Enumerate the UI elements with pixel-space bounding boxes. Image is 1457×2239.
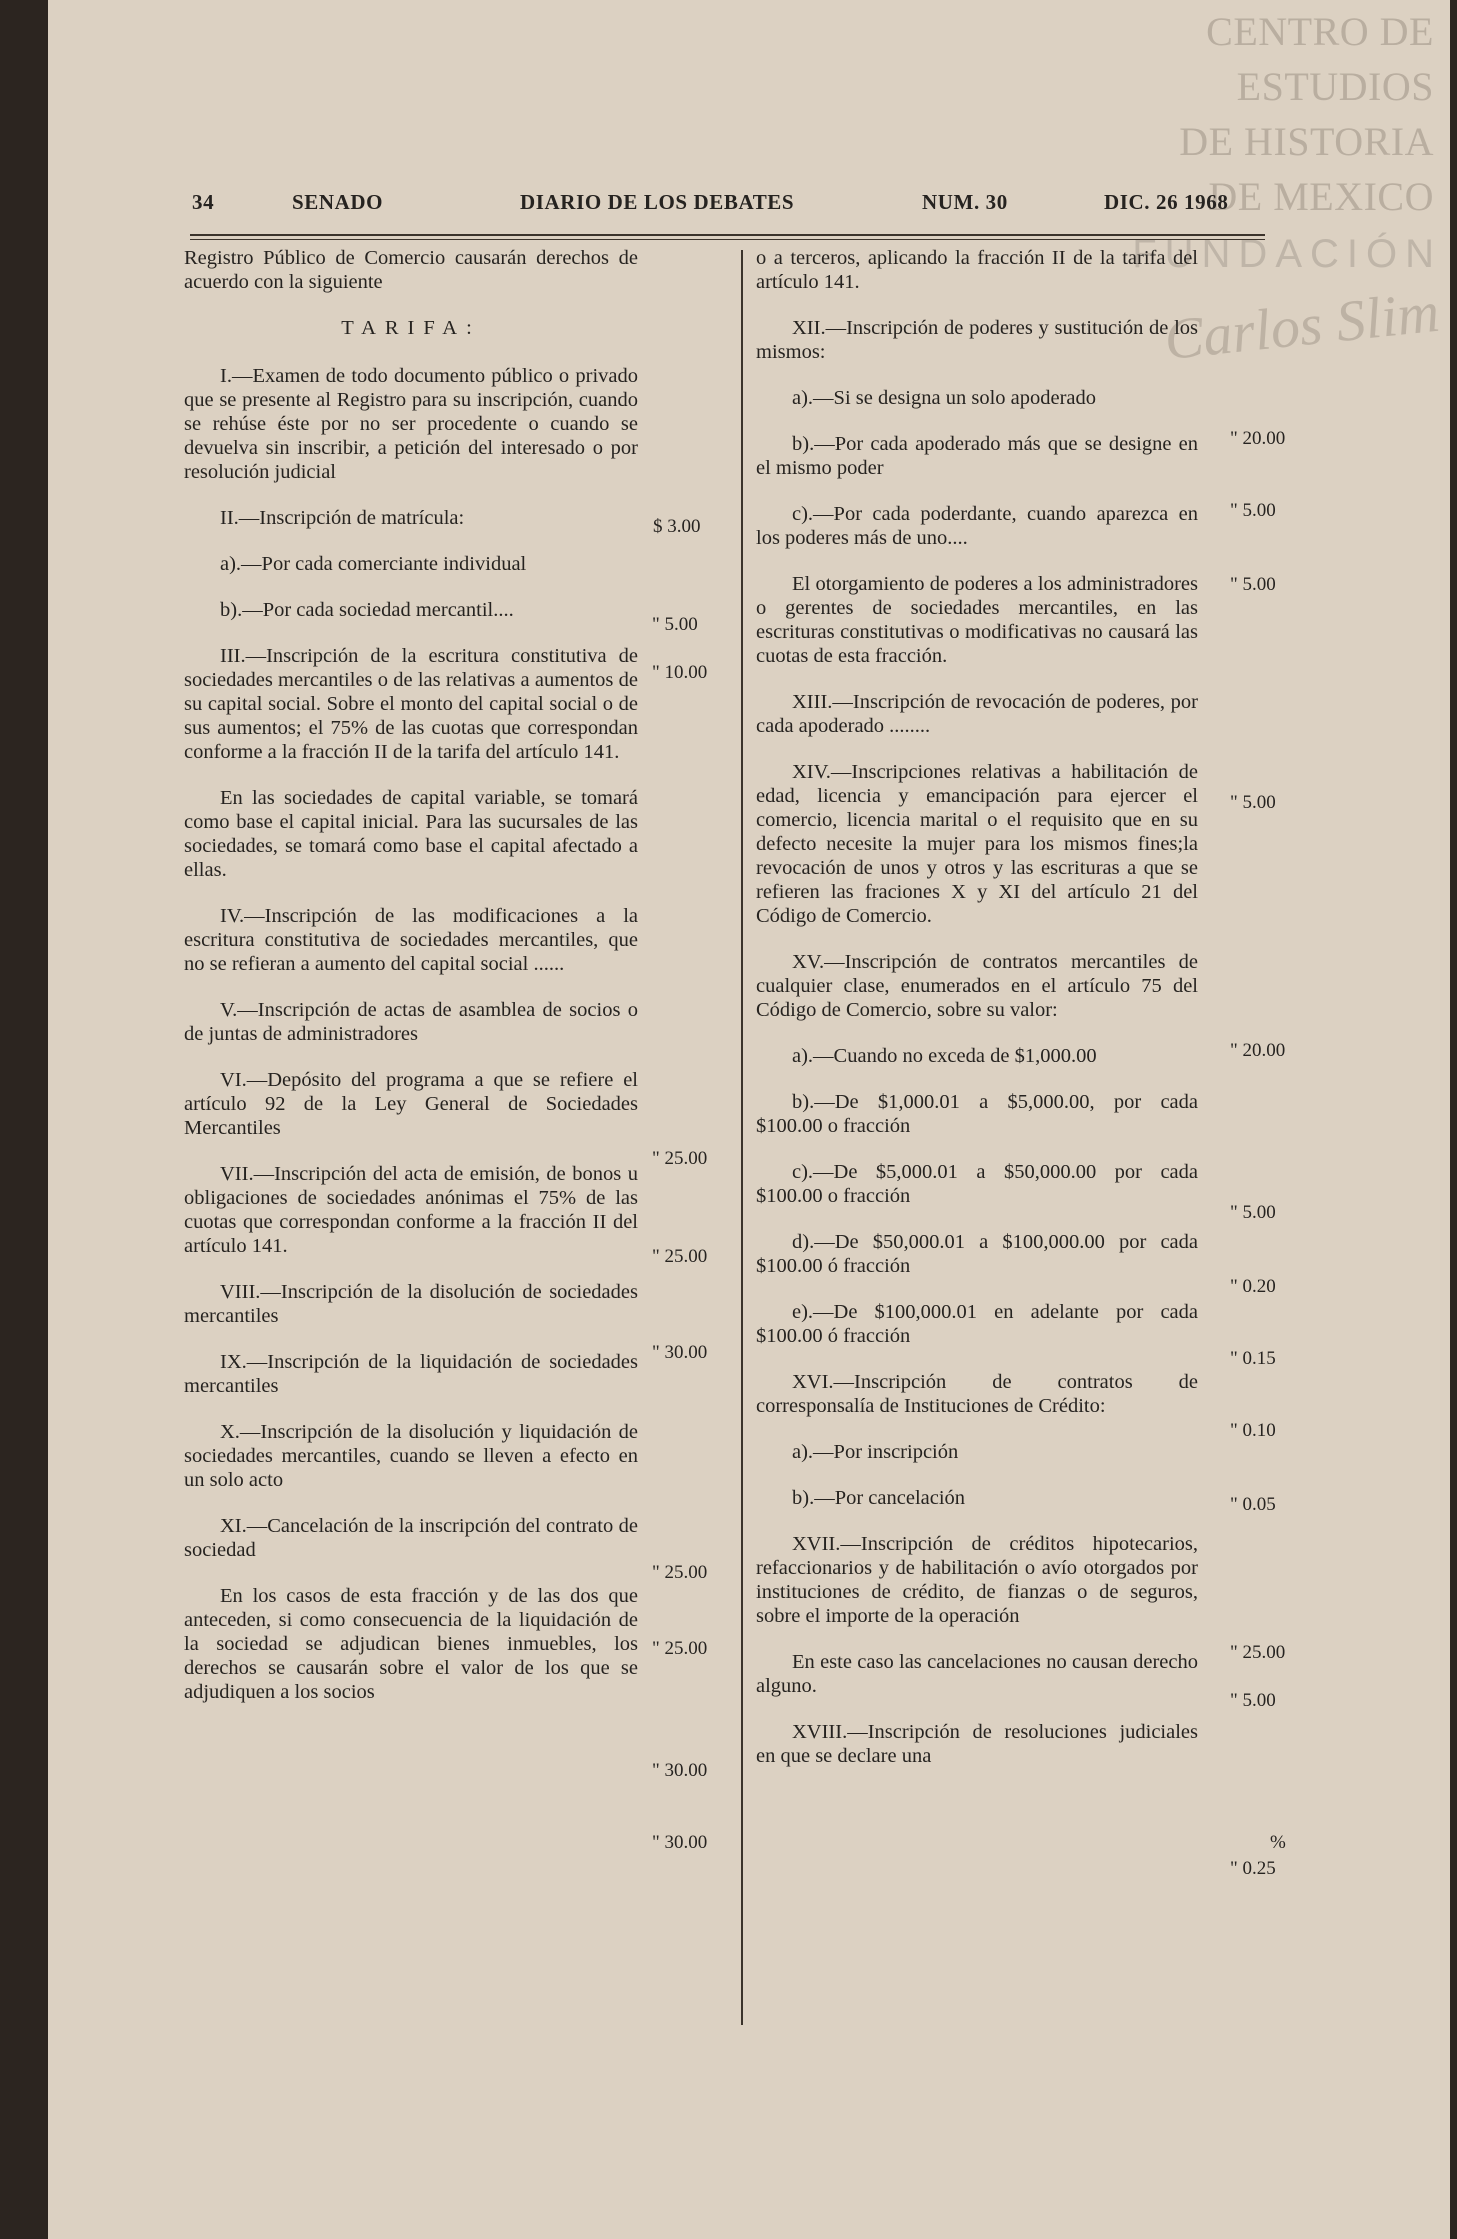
item-iii: III.—Inscripción de la escritura constitutiva de sociedades mercantiles o de las relativas a aumentos de su capital social. Sobre el monto del capital social o de sus aumentos; el 75% de las cuotas que correspondan conforme a la fracción II de la tarifa del artículo 141. bbox=[184, 645, 638, 763]
item-xv-e: e).—De $100,000.01 en adelante por cada $100.00 ó fracción bbox=[756, 1301, 1198, 1347]
paragraph: Registro Público de Comercio causarán derechos de acuerdo con la siguiente bbox=[184, 247, 638, 293]
item-xv-c: c).—De $5,000.01 a $50,000.00 por cada $100.00 o fracción bbox=[756, 1161, 1198, 1207]
item-xviii: XVIII.—Inscripción de resoluciones judiciales en que se declare una bbox=[756, 1721, 1198, 1767]
item-xii: XII.—Inscripción de poderes y sustitución de los mismos: bbox=[756, 317, 1198, 363]
item-xii-c: c).—Por cada poderdante, cuando aparezca en los poderes más de uno.... bbox=[756, 503, 1198, 549]
paragraph: o a terceros, aplicando la fracción II de la tarifa del artículo 141. bbox=[756, 247, 1198, 293]
amount-ii-a: " 5.00 bbox=[652, 614, 698, 635]
amount-xv-c: " 0.15 bbox=[1230, 1348, 1276, 1369]
item-xvi-a: a).—Por inscripción bbox=[792, 1441, 959, 1463]
item-iii-note: En las sociedades de capital variable, se tomará como base el capital inicial. Para las sucursales de las sociedades, se tomará como base el capital afectado a ellas. bbox=[184, 787, 638, 881]
percent-xvii: % bbox=[1270, 1832, 1286, 1853]
amount-ii-b: " 10.00 bbox=[652, 662, 708, 683]
amount-xiv: " 20.00 bbox=[1230, 1040, 1286, 1061]
amount-xvii: " 0.25 bbox=[1230, 1858, 1276, 1879]
item-ix: IX.—Inscripción de la liquidación de sociedades mercantiles bbox=[184, 1351, 638, 1397]
item-xii-note: El otorgamiento de poderes a los administradores o gerentes de sociedades mercantiles, en las escrituras constitutivas o modificativas no causará las cuotas de esta fracción. bbox=[756, 573, 1198, 667]
item-xv-a: a).—Cuando no exceda de $1,000.00 bbox=[792, 1045, 1097, 1067]
watermark-line: CENTRO DE bbox=[1206, 9, 1434, 54]
item-viii: VIII.—Inscripción de la disolución de sociedades mercantiles bbox=[184, 1281, 638, 1327]
item-v: V.—Inscripción de actas de asamblea de socios o de juntas de administradores bbox=[184, 999, 638, 1045]
item-xvii-note: En este caso las cancelaciones no causan derecho alguno. bbox=[756, 1651, 1198, 1697]
amount-xiii: " 5.00 bbox=[1230, 792, 1276, 813]
amount-x: " 30.00 bbox=[652, 1760, 708, 1781]
issue-date: DIC. 26 1968 bbox=[1104, 190, 1229, 214]
watermark-line: DE MEXICO bbox=[1208, 174, 1434, 219]
right-column bbox=[756, 246, 1198, 1790]
item-vii: VII.—Inscripción del acta de emisión, de bonos u obligaciones de sociedades anónimas el 75% de las cuotas que correspondan conforme a la fracción II del artículo 141. bbox=[184, 1163, 638, 1257]
chamber-name: SENADO bbox=[292, 190, 384, 214]
left-column bbox=[184, 246, 638, 1726]
amount-xi: " 30.00 bbox=[652, 1832, 708, 1853]
watermark-signature: Carlos Slim bbox=[1161, 278, 1443, 373]
amount-xv-e: " 0.05 bbox=[1230, 1494, 1276, 1515]
item-xiii: XIII.—Inscripción de revocación de poderes, por cada apoderado ........ bbox=[756, 691, 1198, 737]
amount-xii-a: " 20.00 bbox=[1230, 428, 1286, 449]
item-i: I.—Examen de todo documento público o privado que se presente al Registro para su inscripción, cuando se rehúse éste por no ser procedente o cuando se devuelva sin inscribir, a petición del interesado o por resolución judicial bbox=[184, 365, 638, 483]
tarifa-heading: TARIFA: bbox=[341, 317, 481, 339]
amount-xvi-b: " 5.00 bbox=[1230, 1690, 1276, 1711]
item-xvi-b: b).—Por cancelación bbox=[792, 1487, 966, 1509]
amount-vi: " 30.00 bbox=[652, 1342, 708, 1363]
item-x: X.—Inscripción de la disolución y liquidación de sociedades mercantiles, cuando se lleven a efecto en un solo acto bbox=[184, 1421, 638, 1491]
amount-v: " 25.00 bbox=[652, 1246, 708, 1267]
watermark-line: ESTUDIOS bbox=[1236, 64, 1434, 109]
watermark-line: DE HISTORIA bbox=[1179, 119, 1434, 164]
amount-i: $ 3.00 bbox=[653, 516, 701, 537]
item-ii-b: b).—Por cada sociedad mercantil.... bbox=[220, 599, 514, 621]
item-xii-a: a).—Si se designa un solo apoderado bbox=[792, 387, 1097, 409]
page-header bbox=[192, 190, 1262, 230]
item-ii: II.—Inscripción de matrícula: bbox=[220, 507, 465, 529]
item-ii-a: a).—Por cada comerciante individual bbox=[220, 553, 527, 575]
watermark-fundacion: FUNDACIÓN bbox=[1132, 232, 1442, 276]
item-xiv: XIV.—Inscripciones relativas a habilitación de edad, licencia y emancipación para ejercer el comercio, licencia marital o el requisito que en su defecto necesite la mujer para los mismos fines;la revocación de unos y otros y las escrituras a que se refieren las fraciones X y XI del artículo 21 del Código de Comercio. bbox=[756, 761, 1198, 927]
issue-number: NUM. 30 bbox=[922, 190, 1008, 214]
column-divider bbox=[741, 250, 743, 2025]
amount-xv-b: " 0.20 bbox=[1230, 1276, 1276, 1297]
amount-xii-c: " 5.00 bbox=[1230, 574, 1276, 595]
amount-ix: " 25.00 bbox=[652, 1638, 708, 1659]
amount-xv-d: " 0.10 bbox=[1230, 1420, 1276, 1441]
document-page bbox=[48, 0, 1450, 2239]
item-xv: XV.—Inscripción de contratos mercantiles de cualquier clase, enumerados en el artículo 75 del Código de Comercio, sobre su valor: bbox=[756, 951, 1198, 1021]
item-xvi: XVI.—Inscripción de contratos de corresponsalía de Instituciones de Crédito: bbox=[756, 1371, 1198, 1417]
page-number: 34 bbox=[192, 190, 215, 214]
amount-iv: " 25.00 bbox=[652, 1148, 708, 1169]
amount-xvi-a: " 25.00 bbox=[1230, 1642, 1286, 1663]
item-xvii: XVII.—Inscripción de créditos hipotecarios, refaccionarios y de habilitación o avío otorgados por instituciones de crédito, de fianzas o de seguros, sobre el importe de la operación bbox=[756, 1533, 1198, 1627]
item-xi: XI.—Cancelación de la inscripción del contrato de sociedad bbox=[184, 1515, 638, 1561]
header-rule-thin bbox=[190, 239, 1265, 240]
item-vi: VI.—Depósito del programa a que se refiere el artículo 92 de la Ley General de Sociedades Mercantiles bbox=[184, 1069, 638, 1139]
item-xi-note: En los casos de esta fracción y de las dos que anteceden, si como consecuencia de la liquidación de la sociedad se adjudican bienes inmuebles, los derechos se causarán sobre el valor de los que se adjudiquen a los socios bbox=[184, 1585, 638, 1703]
publication-title: DIARIO DE LOS DEBATES bbox=[520, 190, 795, 214]
item-iv: IV.—Inscripción de las modificaciones a la escritura constitutiva de sociedades mercantiles, que no se refieran a aumento del capital social ...... bbox=[184, 905, 638, 975]
amount-xii-b: " 5.00 bbox=[1230, 500, 1276, 521]
item-xv-d: d).—De $50,000.01 a $100,000.00 por cada $100.00 ó fracción bbox=[756, 1231, 1198, 1277]
item-xv-b: b).—De $1,000.01 a $5,000.00, por cada $100.00 o fracción bbox=[756, 1091, 1198, 1137]
header-rule bbox=[190, 234, 1265, 236]
item-xii-b: b).—Por cada apoderado más que se designe en el mismo poder bbox=[756, 433, 1198, 479]
amount-xv-a: " 5.00 bbox=[1230, 1202, 1276, 1223]
amount-viii: " 25.00 bbox=[652, 1562, 708, 1583]
